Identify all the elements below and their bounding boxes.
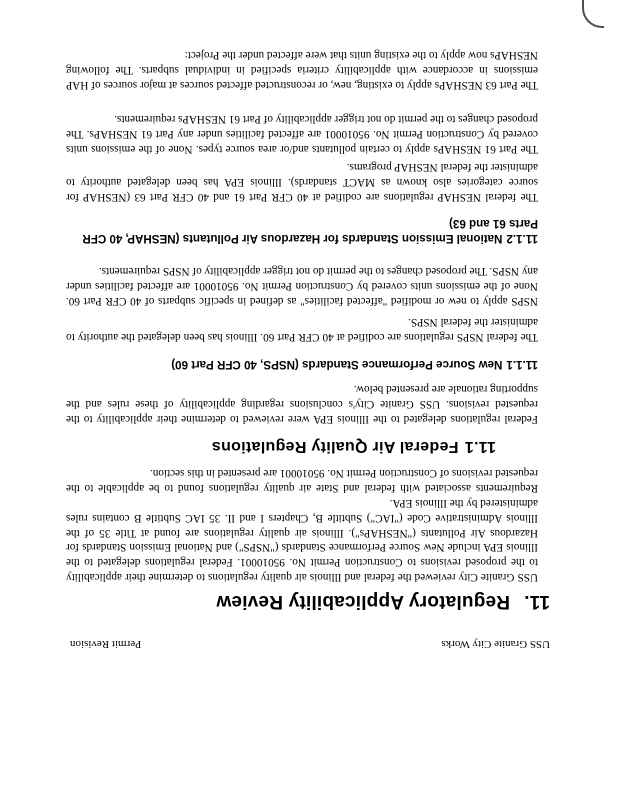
intro-paragraph-1: USS Granite City reviewed the federal and Illinois air quality regulations to determine their applicability to the proposed revisions to Construction Permit No. 95010001. Federal regulations delegated to the Illinois EPA include New Source Performance Standards ("NSPS") and National Emission Standards for Hazardous Air Pollutants ("NESHAPs"). Illinois air quality regulations are found at Title 35 of the Illinois Administrative Code ("IAC") Subtitle B, Chapters I and II. 35 IAC Subtitle B contains rules administered by the Illinois EPA. bbox=[66, 497, 538, 583]
nsps-heading bbox=[66, 357, 538, 372]
neshap-number: 11.1.2 bbox=[506, 232, 538, 245]
subsection-paragraph: Federal regulations delegated to the Illinois EPA were reviewed to determine their applicability to the requested revisions. USS Granite City's conclusions regarding applicability of these rules and the supporting rationale are presented below. bbox=[66, 383, 538, 425]
nsps-title: New Source Performance Standards (NSPS, 40 CFR Part 60) bbox=[171, 358, 503, 371]
section-title-text: Regulatory Applicability Review bbox=[216, 591, 511, 612]
nsps-paragraph-2: NSPS apply to new or modified "affected facilities" as defined in specific subparts of 40 CFR Part 60. None of the emissions units covered by Construction Permit No. 95010001 are affected facilities under any NSPS. The proposed changes to the permit do not trigger applicability of NSPS requirements. bbox=[66, 265, 538, 307]
neshap-paragraph-2: The Part 61 NESHAPs apply to certain pollutants and/or area source types. None of the emissions units covered by Construction Permit No. 95010001 are affected facilities under any Part 61 NESHAPs. The proposed changes to the permit do not trigger applicability of Part 61 NESHAPs requirements. bbox=[66, 113, 538, 155]
subsection-heading bbox=[66, 437, 496, 455]
header-company-name: USS Granite City Works bbox=[441, 638, 550, 650]
page-header bbox=[70, 638, 550, 650]
section-title bbox=[60, 590, 550, 612]
intro-paragraph-2: Requirements associated with federal and State air quality regulations found to be applicable to the requested revisions of Construction Permit No. 95010001 are presented in this section. bbox=[66, 467, 538, 494]
nsps-number: 11.1.1 bbox=[506, 358, 538, 371]
neshap-paragraph-3: The Part 63 NESHAPs apply to existing, new, or reconstructed affected sources at major sources of HAP emissions in accordance with applicability criteria specified in individual subparts. The following NESHAPs now apply to the existing units that were affected under the Project: bbox=[66, 49, 538, 91]
header-document-type: Permit Revision bbox=[70, 638, 142, 650]
neshap-title: National Emission Standards for Hazardous Air Pollutants (NESHAP, 40 CFR Parts 61 and 63) bbox=[82, 217, 538, 245]
subsection-number: 11.1 bbox=[464, 438, 496, 455]
neshap-paragraph-1: The federal NESHAP regulations are codified at 40 CFR Part 61 and 40 CFR Part 63 (NESHAP for source categories also known as MACT standards). Illinois EPA has been delegated authority to administer the federal NESHAP programs. bbox=[66, 161, 538, 203]
subsection-title: Federal Air Quality Regulations bbox=[211, 438, 459, 455]
section-number: 11. bbox=[524, 591, 550, 612]
nsps-paragraph-1: The federal NSPS regulations are codified at 40 CFR Part 60. Illinois has been delegated the authority to administer the federal NSPS. bbox=[66, 316, 538, 343]
neshap-heading bbox=[66, 216, 538, 246]
scan-artifact-mark bbox=[582, 0, 604, 28]
